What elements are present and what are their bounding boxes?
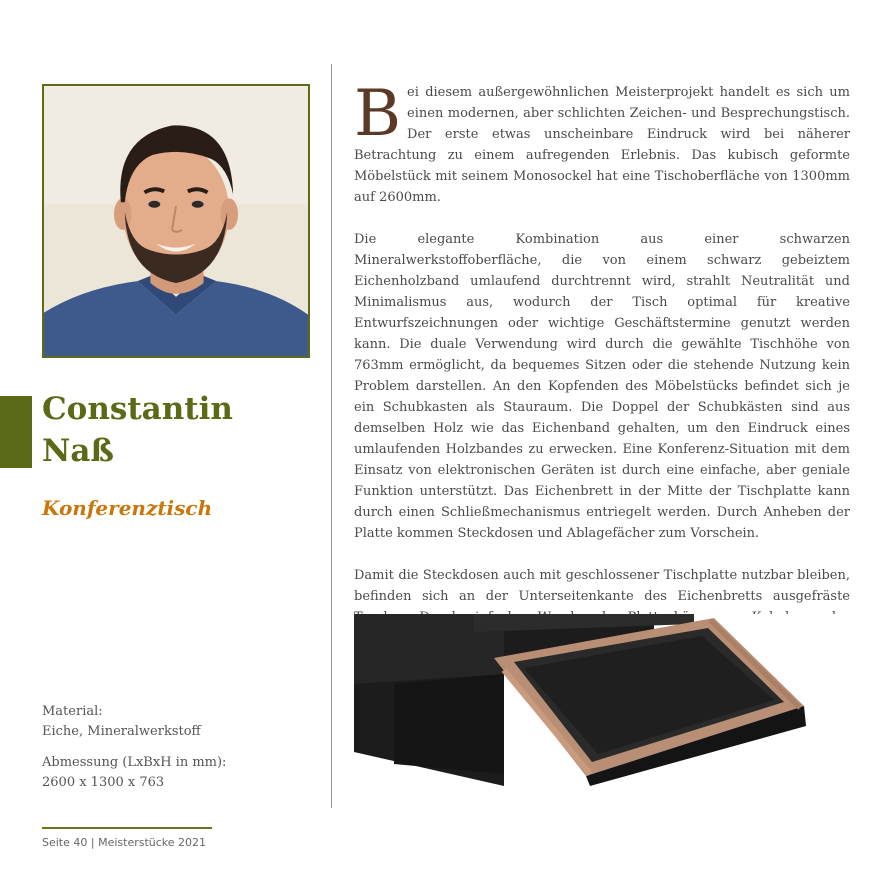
material-value: Eiche, Mineralwerkstoff xyxy=(42,724,201,739)
article-paragraph-3: Damit die Steckdosen auch mit geschlossener Tischplatte nutzbar bleiben, befinden sich an der Unterseitenkante des Eichenbretts ausgefräste xyxy=(354,568,850,604)
footer-rule xyxy=(42,827,212,829)
person-first-name: Constantin xyxy=(42,391,233,427)
material-label: Material: xyxy=(42,704,103,719)
table-drawer-photo xyxy=(354,614,850,786)
project-title: Konferenztisch xyxy=(42,496,213,520)
specs-block xyxy=(42,702,282,804)
dimension-label: Abmessung (LxBxH in mm): xyxy=(42,755,227,770)
article-paragraph-1 xyxy=(354,77,850,208)
portrait-photo xyxy=(42,84,310,358)
page-footer: Seite 40 | Meisterstücke 2021 xyxy=(42,836,207,849)
drop-cap: B xyxy=(354,77,402,151)
name-accent-bar xyxy=(0,396,32,468)
paragraph-1-text: ei diesem außergewöhnlichen Meisterprojekt handelt es sich um einen modernen, aber schlichten Zeichen- und Besprechungstisch. Der erste etwas unscheinbare Eindruck wird bei näherer Betrachtung zu einem aufregenden Erlebnis. Das kubisch geformte Möbelstück mit seinem Monosockel hat eine Tischoberfläche von 1300mm auf 2600mm. xyxy=(354,85,850,205)
dimension-value: 2600 x 1300 x 763 xyxy=(42,775,165,790)
person-name xyxy=(42,388,302,472)
article-paragraph-2: Die elegante Kombination aus einer schwarzen Mineralwerkstoffoberfläche, die von einem schwarz gebeiztem Eichenholzband umlaufend durchtrennt wird, strahlt Neutralität und Minimalismus aus, wodurch der Tisch optimal für kreative Entwurfszeichnungen oder wichtige Geschäftstermine genutzt werden kann. Die duale Verwendung wird durch die gewählte Tischhöhe von 763mm ermöglicht, da bequemes Sitzen oder die stehende Nutzung kein Problem darstellen. An den Kopfenden des Möbelstücks befindet sich je ein Schubkasten als Stauraum. Die Doppel der Schubkästen sind aus demselben Holz wie das Eichenband gehalten, um den Eindruck eines umlaufenden Holzbandes zu erwecken. Eine Konferenz-Situation mit dem Einsatz von elektronischen Geräten ist durch eine einfache, aber geniale Funktion unterstützt. Das Eichenbrett in der Mitte der Tischplatte kann durch einen Schließmechanismus entriegelt werden. Durch Anheben der Platte kommen Steckdosen und Ablagefächer zum Vorschein. xyxy=(354,232,850,541)
person-last-name: Naß xyxy=(42,433,114,469)
column-divider xyxy=(331,64,332,808)
